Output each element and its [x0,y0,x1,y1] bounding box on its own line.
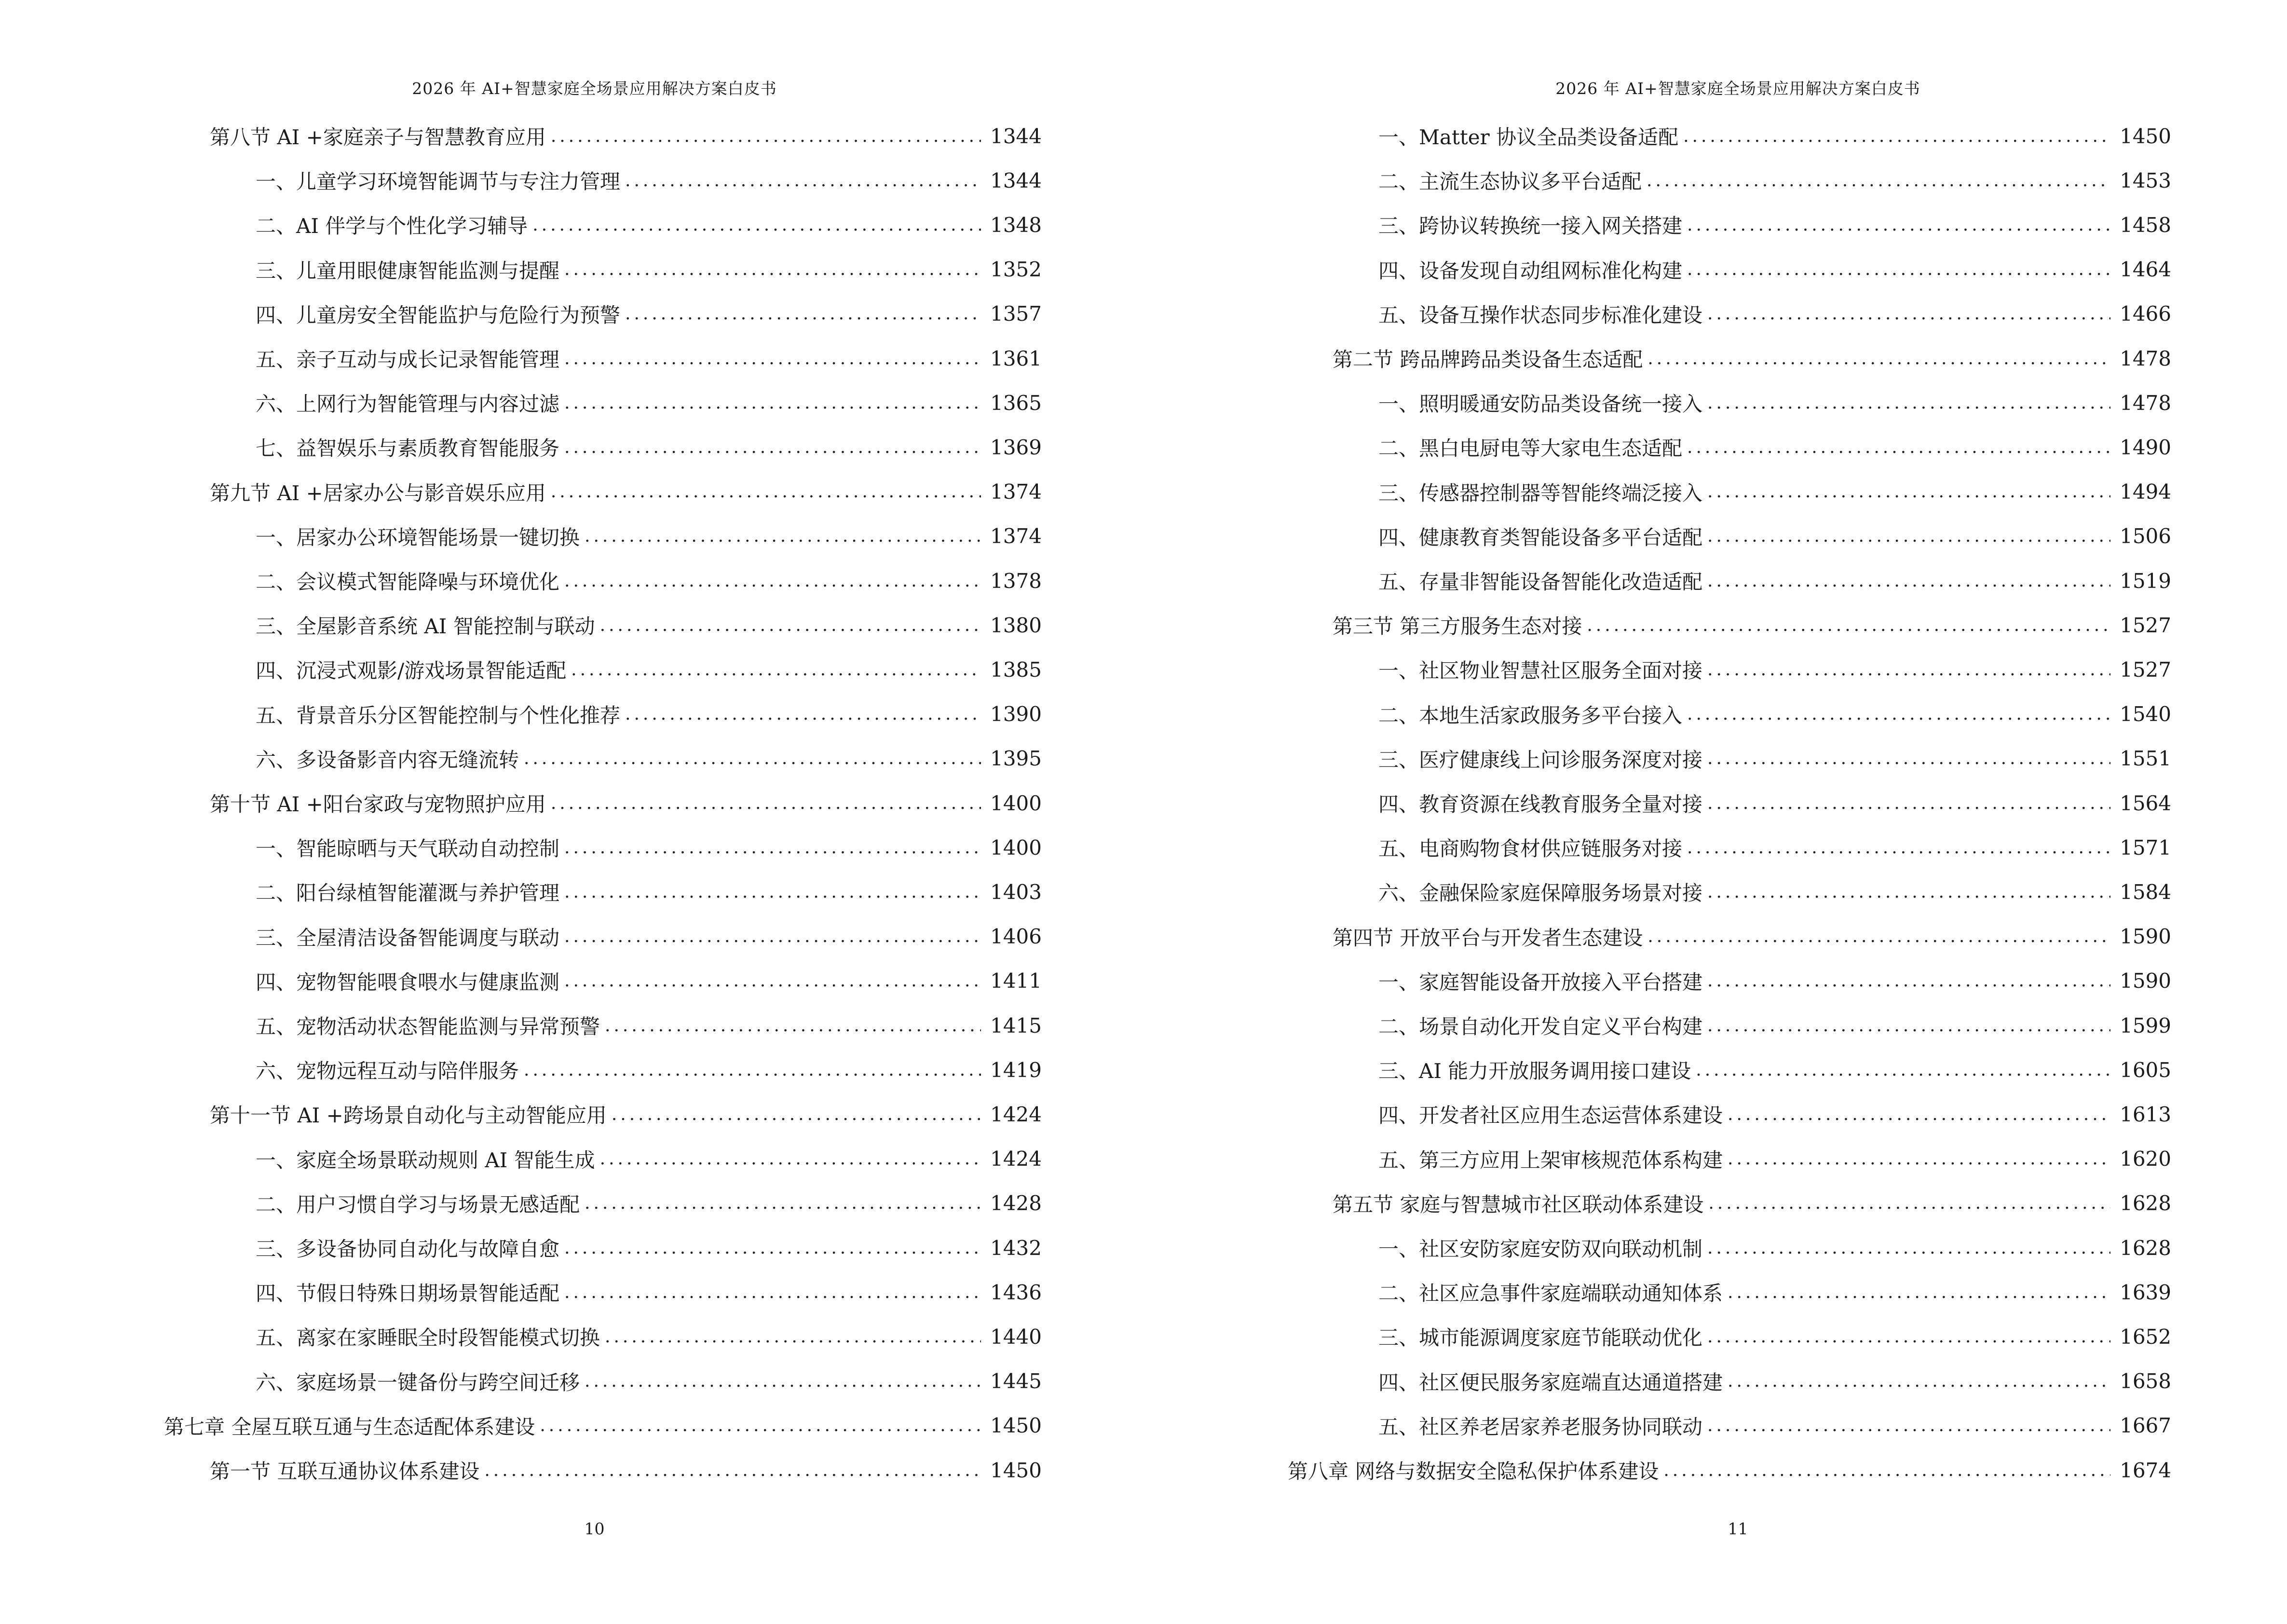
toc-entry-title: 二、黑白电厨电等大家电生态适配 [1378,437,1683,461]
toc-entry[interactable] [1144,1051,2171,1089]
toc-entry[interactable] [1144,873,2171,911]
dot-leader [585,1193,981,1213]
toc-entry-title: 六、上网行为智能管理与内容过滤 [256,392,560,416]
dot-leader [564,1283,981,1302]
dot-leader [1687,259,2110,279]
toc-entry[interactable] [1144,161,2171,200]
toc-entry[interactable] [0,250,1042,289]
dot-leader [564,393,981,413]
toc-entry[interactable] [1144,383,2171,422]
dot-leader [1696,1060,2110,1080]
dot-leader [625,171,981,191]
dot-leader [564,882,981,902]
dot-leader [540,1416,981,1435]
toc-entry-title: 第十一节 AI +跨场景自动化与主动智能应用 [210,1104,607,1128]
toc-entry[interactable] [1144,473,2171,511]
toc-entry-page: 1658 [2120,1369,2171,1393]
toc-entry-title: 四、社区便民服务家庭端直达通道搭建 [1378,1370,1723,1394]
dot-leader [600,1149,981,1169]
toc-entry-title: 第四节 开放平台与开发者生态建设 [1333,926,1643,950]
toc-entry-page: 1453 [2120,168,2171,192]
toc-entry[interactable] [0,117,1042,155]
dot-leader [484,1460,981,1480]
toc-entry-title: 五、存量非智能设备智能化改造适配 [1378,570,1703,594]
toc-entry-page: 1419 [990,1058,1042,1082]
toc-entry-title: 三、医疗健康线上问诊服务深度对接 [1378,748,1703,772]
toc-entry-title: 三、AI 能力开放服务调用接口建设 [1378,1059,1691,1083]
toc-entry[interactable] [0,695,1042,734]
dot-leader [1707,882,2110,902]
dot-leader [585,526,981,546]
toc-entry-title: 一、家庭智能设备开放接入平台搭建 [1378,970,1703,994]
toc-entry-title: 一、Matter 协议全品类设备适配 [1378,125,1679,149]
toc-entry-title: 三、传感器控制器等智能终端泛接入 [1378,481,1703,505]
toc-entry-page: 1348 [990,213,1042,237]
dot-leader [1707,749,2110,768]
dot-leader [1707,793,2110,813]
toc-entry[interactable] [0,1317,1042,1356]
dot-leader [1663,1460,2110,1480]
dot-leader [1687,704,2110,724]
toc-entry[interactable] [1144,606,2171,644]
toc-entry-title: 四、儿童房安全智能监护与危险行为预警 [256,303,621,327]
right-page [1144,0,2287,1624]
dot-leader [1728,1371,2110,1391]
toc-entry-page: 1369 [990,435,1042,459]
toc-entry-title: 五、电商购物食材供应链服务对接 [1378,837,1683,861]
toc-entry-title: 二、用户习惯自学习与场景无感适配 [256,1192,580,1216]
toc-entry[interactable] [0,428,1042,466]
toc-entry[interactable] [0,1006,1042,1045]
dot-leader [605,1327,981,1347]
toc-entry-title: 二、本地生活家政服务多平台接入 [1378,703,1683,727]
toc-entry[interactable] [0,1451,1042,1489]
toc-entry[interactable] [1144,1184,2171,1223]
dot-leader [564,838,981,858]
toc-entry[interactable] [0,873,1042,911]
toc-entry-title: 二、AI 伴学与个性化学习辅导 [256,214,528,238]
toc-entry-title: 二、场景自动化开发自定义平台构建 [1378,1015,1703,1038]
toc-entry[interactable] [0,1362,1042,1401]
dot-leader [1707,482,2110,502]
toc-entry[interactable] [1144,1006,2171,1045]
toc-entry-title: 二、主流生态协议多平台适配 [1378,170,1642,194]
toc-entry-page: 1478 [2120,391,2171,415]
dot-leader [564,571,981,591]
toc-entry-title: 第三节 第三方服务生态对接 [1333,614,1582,639]
toc-entry-title: 六、宠物远程互动与陪伴服务 [256,1059,519,1083]
toc-entry-page: 1628 [2120,1236,2171,1260]
toc-entry[interactable] [1144,1095,2171,1133]
toc-entry-title: 一、社区物业智慧社区服务全面对接 [1378,659,1703,683]
toc-entry[interactable] [0,205,1042,244]
toc-entry[interactable] [0,917,1042,956]
toc-entry[interactable] [1144,250,2171,289]
dot-leader [532,215,981,235]
toc-entry-page: 1628 [2120,1191,2171,1215]
toc-entry-title: 四、设备发现自动组网标准化构建 [1378,259,1683,283]
toc-entry-title: 三、儿童用眼健康智能监测与提醒 [256,259,560,283]
toc-entry-title: 第七章 全屋互联互通与生态适配体系建设 [164,1415,535,1439]
dot-leader [1647,927,2110,946]
dot-leader [564,349,981,368]
dot-leader [551,126,981,146]
toc-entry-page: 1411 [990,969,1042,993]
toc-entry-page: 1385 [990,657,1042,682]
dot-leader [585,1371,981,1391]
toc-entry[interactable] [1144,650,2171,689]
dot-leader [1687,215,2110,235]
dot-leader [1647,349,2110,368]
dot-leader [1728,1283,2110,1302]
toc-entry[interactable] [1144,428,2171,466]
toc-entry[interactable] [0,561,1042,600]
dot-leader [1707,1238,2110,1258]
toc-entry[interactable] [0,383,1042,422]
toc-entry-page: 1400 [990,835,1042,860]
dot-leader [1728,1105,2110,1124]
toc-entry-page: 1571 [2120,835,2171,860]
dot-leader [571,660,981,680]
toc-entry-title: 二、社区应急事件家庭端联动通知体系 [1378,1282,1723,1306]
toc-entry-title: 一、儿童学习环境智能调节与专注力管理 [256,170,621,194]
toc-entry-page: 1357 [990,302,1042,326]
toc-entry-title: 第一节 互联互通协议体系建设 [210,1460,480,1483]
dot-leader [1707,660,2110,680]
toc-entry-page: 1605 [2120,1058,2171,1082]
dot-leader [1587,615,2110,635]
toc-entry[interactable] [0,739,1042,778]
toc-entry-page: 1490 [2120,435,2171,459]
toc-entry-page: 1652 [2120,1324,2171,1349]
toc-entry-title: 第八节 AI +家庭亲子与智慧教育应用 [210,125,546,149]
toc-entry-page: 1445 [990,1369,1042,1393]
page-header: 2026 年 AI+智慧家庭全场景应用解决方案白皮书 [412,79,777,98]
toc-entry-title: 一、照明暖通安防品类设备统一接入 [1378,392,1703,416]
toc-entry-title: 三、多设备协同自动化与故障自愈 [256,1237,560,1261]
toc-entry[interactable] [0,161,1042,200]
toc-entry-page: 1540 [2120,702,2171,726]
dot-leader [564,971,981,991]
toc-entry-page: 1527 [2120,657,2171,682]
toc-entry[interactable] [1144,117,2171,155]
dot-leader [1687,838,2110,858]
toc-entry[interactable] [1144,1317,2171,1356]
toc-entry-page: 1352 [990,258,1042,282]
toc-entry-page: 1674 [2120,1458,2171,1482]
toc-entry-page: 1478 [2120,346,2171,370]
dot-leader [564,927,981,946]
toc-entry-page: 1436 [990,1280,1042,1304]
toc-entry-page: 1506 [2120,524,2171,548]
toc-entry-page: 1380 [990,613,1042,637]
toc-entry-title: 三、跨协议转换统一接入网关搭建 [1378,214,1683,238]
toc-entry-title: 一、居家办公环境智能场景一键切换 [256,525,580,549]
dot-leader [1707,1416,2110,1435]
toc-entry-title: 一、智能晾晒与天气联动自动控制 [256,837,560,861]
toc-entry-page: 1424 [990,1147,1042,1171]
toc-entry-page: 1403 [990,880,1042,904]
toc-entry[interactable] [1144,1273,2171,1311]
toc-entry-page: 1374 [990,524,1042,548]
toc-entry-title: 三、全屋影音系统 AI 智能控制与联动 [256,614,595,639]
toc-entry-page: 1378 [990,569,1042,593]
toc-entry-title: 七、益智娱乐与素质教育智能服务 [256,437,560,461]
toc-entry[interactable] [0,1051,1042,1089]
toc-entry-page: 1374 [990,480,1042,504]
toc-entry[interactable] [1144,784,2171,822]
dot-leader [1708,1193,2110,1213]
toc-entry-title: 三、全屋清洁设备智能调度与联动 [256,926,560,950]
dot-leader [625,304,981,324]
toc-entry-title: 六、多设备影音内容无缝流转 [256,748,519,772]
toc-entry-page: 1599 [2120,1013,2171,1037]
dot-leader [524,1060,981,1080]
toc-entry-title: 六、金融保险家庭保障服务场景对接 [1378,881,1703,905]
toc-entry[interactable] [0,606,1042,644]
toc-entry-page: 1344 [990,168,1042,192]
toc-entry-page: 1466 [2120,302,2171,326]
toc-entry[interactable] [1144,917,2171,956]
toc-entry-title: 一、家庭全场景联动规则 AI 智能生成 [256,1148,595,1172]
toc-entry[interactable] [1144,517,2171,556]
toc-entry-title: 四、宠物智能喂食喂水与健康监测 [256,970,560,994]
toc-entry-page: 1450 [990,1458,1042,1482]
toc-entry-title: 第二节 跨品牌跨品类设备生态适配 [1333,348,1643,371]
dot-leader [564,259,981,279]
toc-entry[interactable] [0,295,1042,333]
toc-entry-title: 五、亲子互动与成长记录智能管理 [256,348,560,371]
dot-leader [1707,971,2110,991]
toc-entry-page: 1390 [990,702,1042,726]
dot-leader [605,1016,981,1036]
dot-leader [1707,393,2110,413]
toc-entry-page: 1395 [990,747,1042,771]
toc-entry-page: 1590 [2120,969,2171,993]
toc-entry-title: 二、阳台绿植智能灌溉与养护管理 [256,881,560,905]
page-number: 11 [1728,1519,1748,1538]
toc-entry-page: 1613 [2120,1102,2171,1126]
toc-entry[interactable] [0,784,1042,822]
dot-leader [524,749,981,768]
toc-entry[interactable] [1144,1228,2171,1267]
dot-leader [625,704,981,724]
toc-entry-title: 第九节 AI +居家办公与影音娱乐应用 [210,481,546,505]
toc-entry-title: 一、社区安防家庭安防双向联动机制 [1378,1237,1703,1261]
dot-leader [612,1105,981,1124]
dot-leader [1707,526,2110,546]
toc-entry-page: 1590 [2120,925,2171,949]
toc-entry[interactable] [0,1184,1042,1223]
toc-entry-page: 1450 [2120,124,2171,148]
dot-leader [1707,1327,2110,1347]
toc-entry-title: 第八章 网络与数据安全隐私保护体系建设 [1288,1460,1659,1483]
toc-entry[interactable] [1144,295,2171,333]
toc-entry[interactable] [1144,739,2171,778]
toc-entry-page: 1428 [990,1191,1042,1215]
toc-entry-title: 二、会议模式智能降噪与环境优化 [256,570,560,594]
toc-entry-title: 五、离家在家睡眠全时段智能模式切换 [256,1326,600,1350]
toc-entry-title: 五、背景音乐分区智能控制与个性化推荐 [256,703,621,727]
toc-entry[interactable] [0,1273,1042,1311]
toc-entry-page: 1432 [990,1236,1042,1260]
toc-entry-page: 1519 [2120,569,2171,593]
toc-entry-page: 1620 [2120,1147,2171,1171]
toc-entry[interactable] [0,650,1042,689]
toc-entry-title: 四、节假日特殊日期场景智能适配 [256,1282,560,1306]
toc-entry-page: 1450 [990,1414,1042,1438]
toc-entry[interactable] [1144,205,2171,244]
toc-entry[interactable] [1144,962,2171,1000]
page-number: 10 [584,1519,605,1538]
toc-entry-page: 1365 [990,391,1042,415]
toc-entry[interactable] [1144,1406,2171,1445]
dot-leader [551,482,981,502]
toc-entry[interactable] [1144,1140,2171,1178]
toc-entry-page: 1494 [2120,480,2171,504]
toc-entry-page: 1424 [990,1102,1042,1126]
dot-leader [1728,1149,2110,1169]
toc-entry-title: 第十节 AI +阳台家政与宠物照护应用 [210,792,546,816]
dot-leader [1683,126,2110,146]
dot-leader [564,1238,981,1258]
toc-entry[interactable] [0,962,1042,1000]
toc-entry-title: 第五节 家庭与智慧城市社区联动体系建设 [1333,1192,1704,1216]
toc-entry[interactable] [0,828,1042,867]
toc-entry-page: 1406 [990,925,1042,949]
toc-entry[interactable] [0,1228,1042,1267]
toc-entry-page: 1458 [2120,213,2171,237]
toc-entry[interactable] [0,1095,1042,1133]
toc-entry-title: 四、沉浸式观影/游戏场景智能适配 [256,659,567,683]
toc-entry[interactable] [1144,1451,2171,1489]
toc-entry-page: 1440 [990,1324,1042,1349]
toc-entry[interactable] [0,517,1042,556]
toc-entry-title: 四、教育资源在线教育服务全量对接 [1378,792,1703,816]
dot-leader [564,437,981,457]
dot-leader [551,793,981,813]
toc-entry-page: 1415 [990,1013,1042,1037]
toc-entry-page: 1361 [990,346,1042,370]
toc-entry-title: 五、第三方应用上架审核规范体系构建 [1378,1148,1723,1172]
dot-leader [1647,171,2110,191]
toc-entry[interactable] [1144,561,2171,600]
toc-entry-title: 三、城市能源调度家庭节能联动优化 [1378,1326,1703,1350]
toc-entry[interactable] [1144,339,2171,378]
toc-entry-title: 五、社区养老居家养老服务协同联动 [1378,1415,1703,1439]
dot-leader [1707,571,2110,591]
toc-entry-page: 1667 [2120,1414,2171,1438]
toc-entry-title: 四、健康教育类智能设备多平台适配 [1378,525,1703,549]
toc-entry-page: 1584 [2120,880,2171,904]
toc-entry-page: 1344 [990,124,1042,148]
toc-entry[interactable] [0,473,1042,511]
toc-entry-page: 1551 [2120,747,2171,771]
toc-entry-title: 五、设备互操作状态同步标准化建设 [1378,303,1703,327]
toc-entry[interactable] [0,339,1042,378]
toc-entry-title: 四、开发者社区应用生态运营体系建设 [1378,1104,1723,1128]
toc-entry[interactable] [0,1406,1042,1445]
toc-entry[interactable] [1144,695,2171,734]
toc-entry[interactable] [1144,828,2171,867]
dot-leader [1707,304,2110,324]
toc-entry[interactable] [0,1140,1042,1178]
toc-entry-page: 1464 [2120,258,2171,282]
toc-entry-title: 五、宠物活动状态智能监测与异常预警 [256,1015,600,1038]
toc-entry-title: 六、家庭场景一键备份与跨空间迁移 [256,1370,580,1394]
dot-leader [1687,437,2110,457]
dot-leader [600,615,981,635]
toc-entry-page: 1400 [990,791,1042,815]
dot-leader [1707,1016,2110,1036]
page-header: 2026 年 AI+智慧家庭全场景应用解决方案白皮书 [1555,79,1920,98]
toc-entry-page: 1527 [2120,613,2171,637]
toc-entry[interactable] [1144,1362,2171,1401]
toc-entry-page: 1639 [2120,1280,2171,1304]
toc-entry-page: 1564 [2120,791,2171,815]
